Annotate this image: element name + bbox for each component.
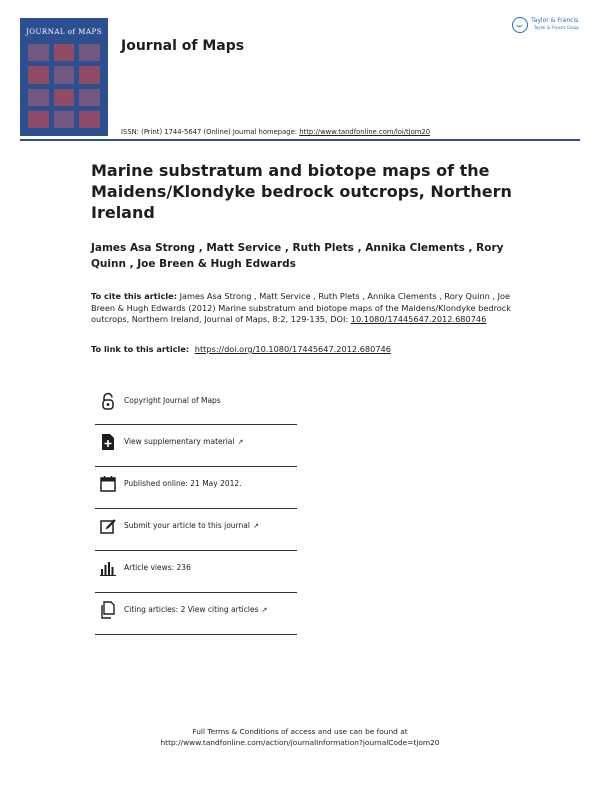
journal-cover-image (20, 18, 108, 136)
issn-text: ISSN: (Print) 1744-5647 (Online) Journal homepage: (121, 128, 298, 136)
publisher-logo-icon (512, 17, 528, 33)
external-link-icon: ↗ (261, 606, 268, 614)
supplementary-row[interactable] (95, 425, 297, 467)
citing-link[interactable] (124, 605, 267, 614)
publisher-name: Taylor & Francis (531, 17, 579, 24)
calendar-icon (99, 475, 117, 493)
cite-text: James Asa Strong , Matt Service , Ruth Plets , Annika Clements , Rory Quinn , Joe Breen & Hugh Edwards (2012) Marine substratum and biotope maps of the Maidens/Klondyke bedrock outcrops, Northern Ireland, Journal of Maps, 8:2, 129-135, DOI: (91, 291, 512, 324)
supplementary-text: View supplementary material (124, 437, 235, 446)
publisher-logo[interactable] (512, 16, 584, 36)
submit-text: Submit your article to this journal (124, 521, 250, 530)
journal-homepage-link[interactable]: http://www.tandfonline.com/loi/tjom20 (299, 128, 431, 136)
article-title: Marine substratum and biotope maps of the Maidens/Klondyke bedrock outcrops, Northern Ireland (91, 161, 512, 222)
article-info-list (95, 384, 297, 635)
views-text: Article views: 236 (124, 563, 191, 572)
external-link-icon: ↗ (252, 522, 259, 530)
footer-terms-text: Full Terms & Conditions of access and use can be found at (192, 727, 408, 736)
published-text: Published online: 21 May 2012. (124, 479, 242, 488)
cite-doi-link[interactable]: 10.1080/17445647.2012.680746 (350, 314, 487, 324)
views-row (95, 551, 297, 593)
link-label: To link to this article: (91, 344, 190, 354)
submit-row[interactable] (95, 509, 297, 551)
article-doi-link[interactable]: https://doi.org/10.1080/17445647.2012.680746 (194, 344, 391, 354)
supplementary-link[interactable] (124, 437, 243, 446)
copyright-row (95, 384, 297, 425)
document-plus-icon (99, 433, 117, 451)
citing-row[interactable] (95, 593, 297, 635)
footer-terms-link[interactable]: http://www.tandfonline.com/action/journalInformation?journalCode=tjom20 (160, 738, 440, 747)
header-rule (20, 139, 580, 141)
published-row (95, 467, 297, 509)
issn-line (121, 128, 430, 136)
citation-block (91, 291, 511, 326)
article-authors[interactable]: James Asa Strong , Matt Service , Ruth Plets , Annika Clements , Rory Quinn , Joe Breen & Hugh Edwards (91, 242, 504, 270)
citing-text: Citing articles: 2 View citing articles (124, 605, 259, 614)
copyright-text: Copyright Journal of Maps (124, 396, 221, 405)
cover-artwork (28, 44, 100, 128)
pages-icon (99, 601, 117, 619)
pencil-icon (99, 517, 117, 535)
journal-name[interactable]: Journal of Maps (121, 38, 245, 54)
cite-label: To cite this article: (91, 291, 177, 301)
cover-title: JOURNAL of MAPS (25, 28, 103, 36)
bar-chart-icon (99, 559, 117, 577)
submit-link[interactable] (124, 521, 259, 530)
external-link-icon: ↗ (237, 438, 244, 446)
lock-icon (99, 392, 117, 410)
publisher-group: Taylor & Francis Group (534, 25, 579, 30)
article-link-line (91, 344, 391, 354)
